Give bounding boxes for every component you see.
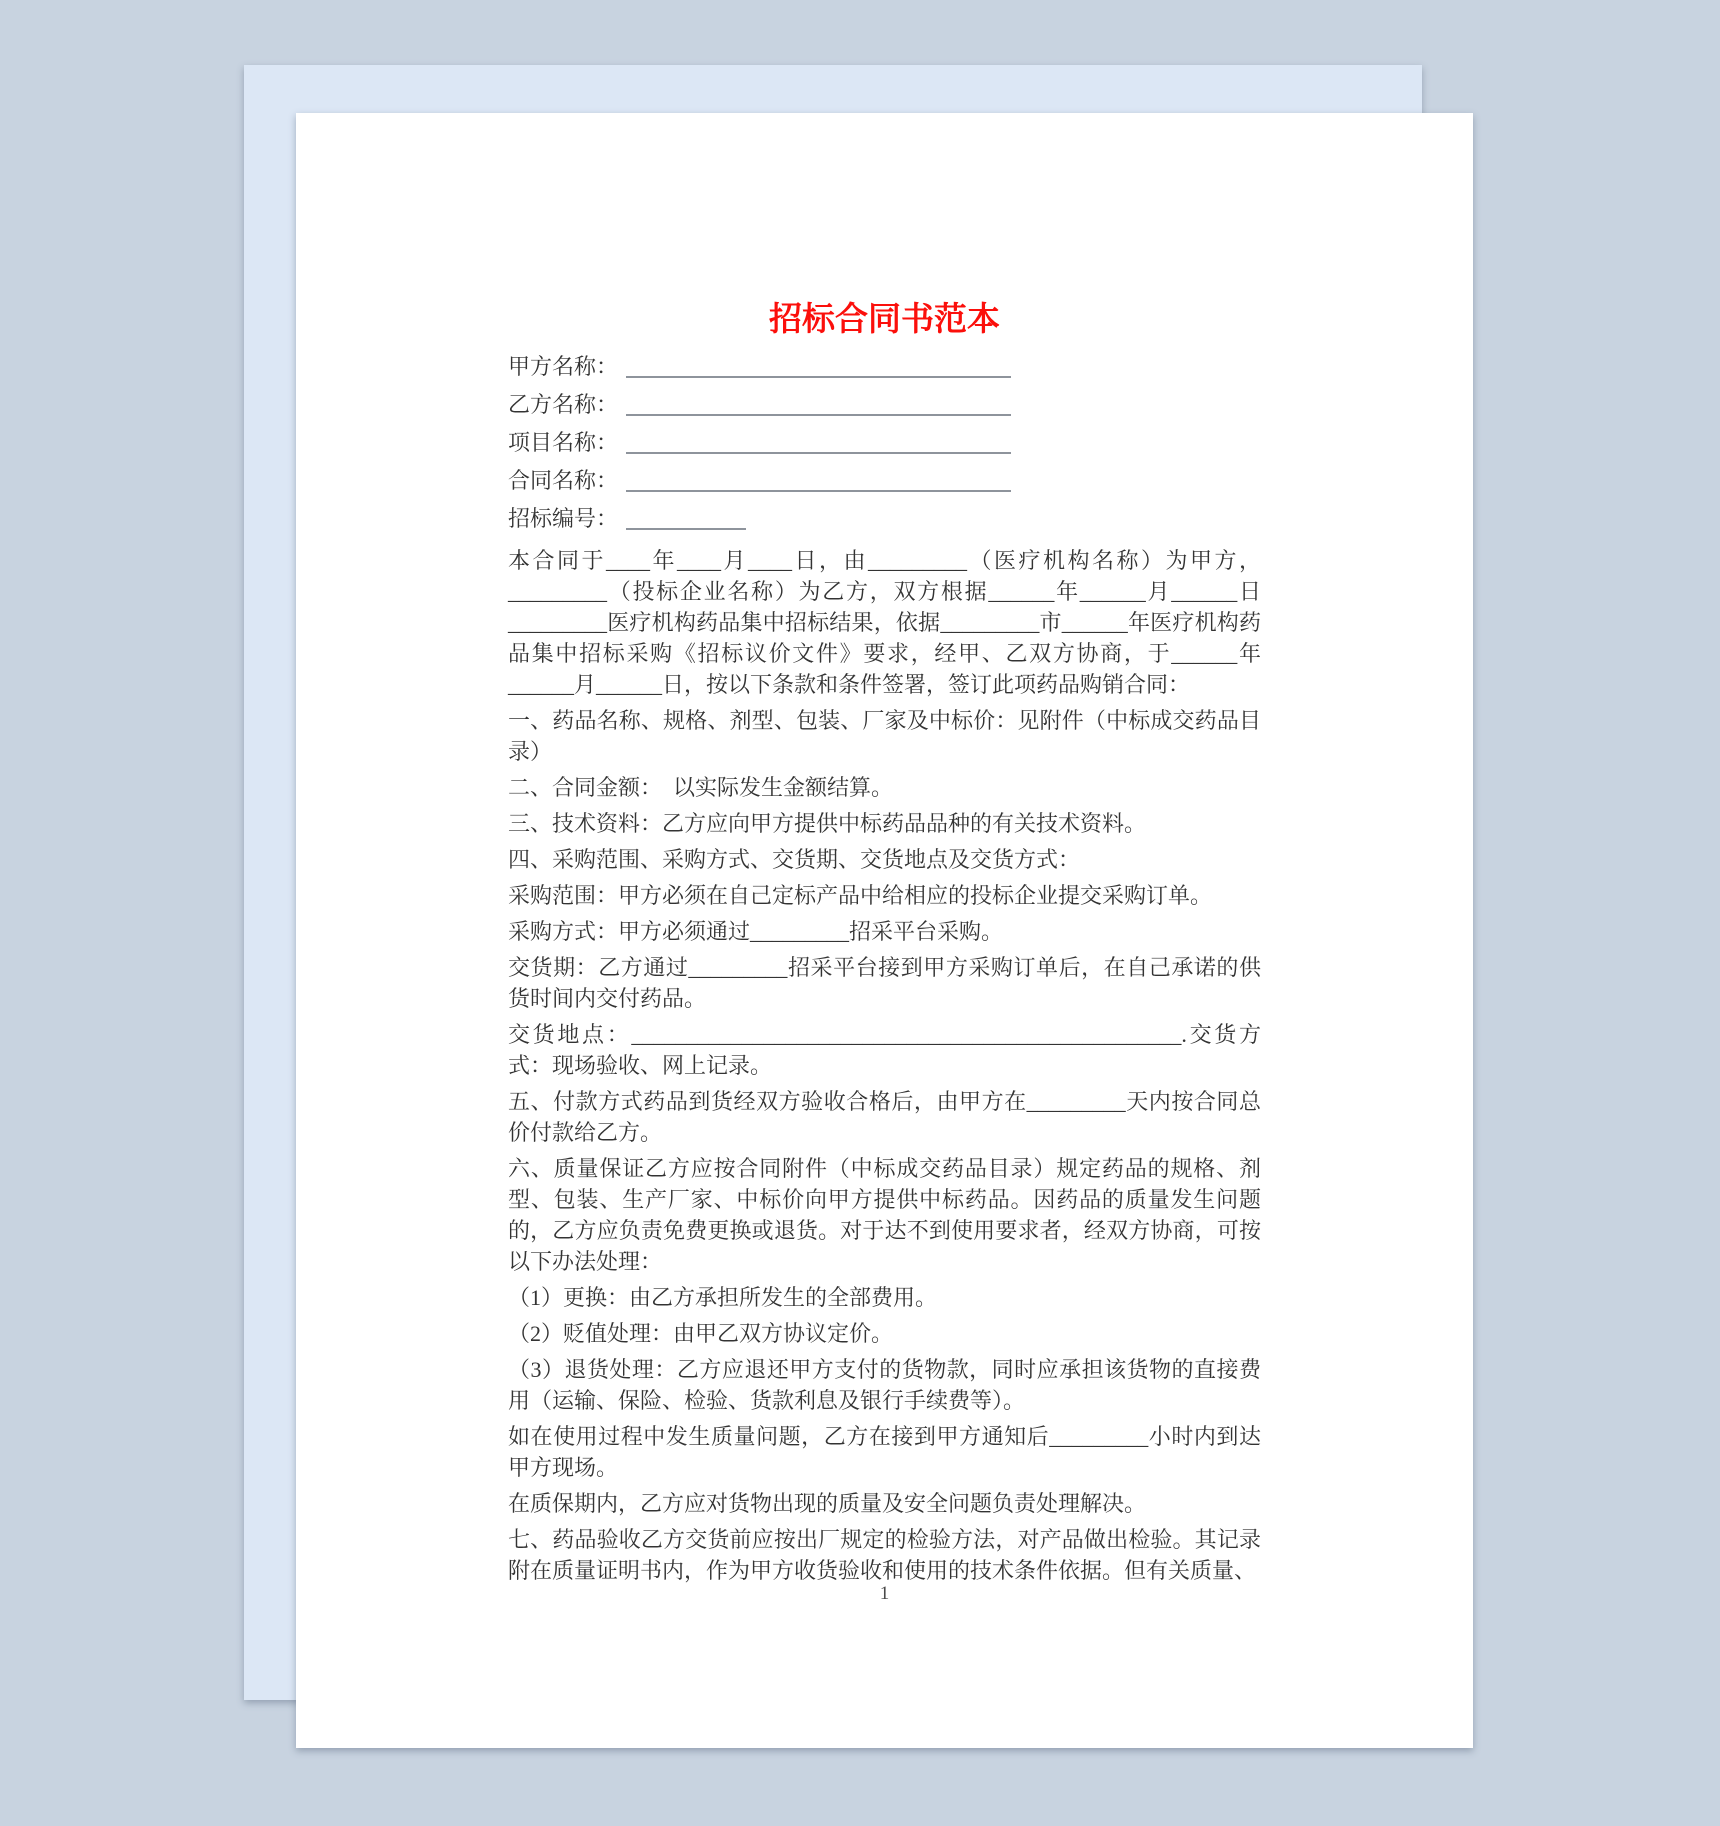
clause-5-payment: 五、付款方式药品到货经双方验收合格后，由甲方在_________天内按合同总价付款给乙方。	[508, 1089, 1261, 1145]
field-party-a-name	[508, 355, 1261, 379]
remedy-1-replacement: （1）更换：由乙方承担所发生的全部费用。	[508, 1285, 938, 1310]
blank-line	[626, 432, 1011, 454]
remedy-3-return: （3）退货处理：乙方应退还甲方支付的货物款，同时应承担该货物的直接费用（运输、保险、检验、货款利息及银行手续费等）。	[508, 1357, 1261, 1413]
procurement-method: 采购方式：甲方必须通过_________招采平台采购。	[508, 919, 1004, 944]
clause-2-amount: 二、合同金额： 以实际发生金额结算。	[508, 775, 894, 800]
field-label: 招标编号：	[508, 506, 619, 531]
delivery-location: 交货地点：__________________________________________________.交货方式：现场验收、网上记录。	[508, 1022, 1261, 1078]
blank-line	[626, 394, 1011, 416]
remedy-2-depreciation: （2）贬值处理：由甲乙双方协议定价。	[508, 1321, 894, 1346]
field-project-name	[508, 431, 1261, 455]
warranty-responsibility: 在质保期内，乙方应对货物出现的质量及安全问题负责处理解决。	[508, 1491, 1147, 1516]
delivery-period: 交货期：乙方通过_________招采平台接到甲方采购订单后，在自己承诺的供货时间内交付药品。	[508, 955, 1261, 1011]
procurement-scope: 采购范围：甲方必须在自己定标产品中给相应的投标企业提交采购订单。	[508, 883, 1213, 908]
field-label: 项目名称：	[508, 430, 619, 455]
clause-1-drug-info: 一、药品名称、规格、剂型、包装、厂家及中标价：见附件（中标成交药品目录）	[508, 708, 1261, 764]
blank-line	[626, 470, 1011, 492]
document-title: 招标合同书范本	[769, 300, 1000, 337]
contract-document	[296, 113, 1473, 1748]
contract-header-fields	[508, 355, 1261, 531]
clause-6-quality: 六、质量保证乙方应按合同附件（中标成交药品目录）规定药品的规格、剂型、包装、生产厂家、中标价向甲方提供中标药品。因药品的质量发生问题的，乙方应负责免费更换或退货。对于达不到使用要求者，经双方协商，可按以下办法处理：	[508, 1156, 1261, 1274]
field-label: 合同名称：	[508, 468, 619, 493]
field-contract-name	[508, 469, 1261, 493]
intro-paragraph: 本合同于____年____月____日，由_________（医疗机构名称）为甲方，_________（投标企业名称）为乙方，双方根据______年______月______日_________医疗机构药品集中招标结果，依据_________市______年医疗机构药品集中招标采购《招标议价文件》要求，经甲、乙双方协商，于______年______月______日，按以下条款和条件签署，签订此项药品购销合同：	[508, 548, 1261, 697]
contract-body	[508, 545, 1261, 1586]
field-label: 乙方名称：	[508, 392, 619, 417]
blank-line	[626, 508, 746, 530]
blank-line	[626, 356, 1011, 378]
page-number: 1	[879, 1583, 890, 1604]
field-label: 甲方名称：	[508, 354, 619, 379]
clause-7-inspection: 七、药品验收乙方交货前应按出厂规定的检验方法，对产品做出检验。其记录附在质量证明书内，作为甲方收货验收和使用的技术条件依据。但有关质量、	[508, 1527, 1261, 1583]
clause-4-procurement: 四、采购范围、采购方式、交货期、交货地点及交货方式：	[508, 847, 1081, 872]
page-1-sheet	[296, 113, 1473, 1748]
field-bid-number	[508, 507, 1261, 531]
field-party-b-name	[508, 393, 1261, 417]
quality-issue-response: 如在使用过程中发生质量问题，乙方在接到甲方通知后_________小时内到达甲方现场。	[508, 1424, 1261, 1480]
clause-3-technical-data: 三、技术资料：乙方应向甲方提供中标药品品种的有关技术资料。	[508, 811, 1147, 836]
